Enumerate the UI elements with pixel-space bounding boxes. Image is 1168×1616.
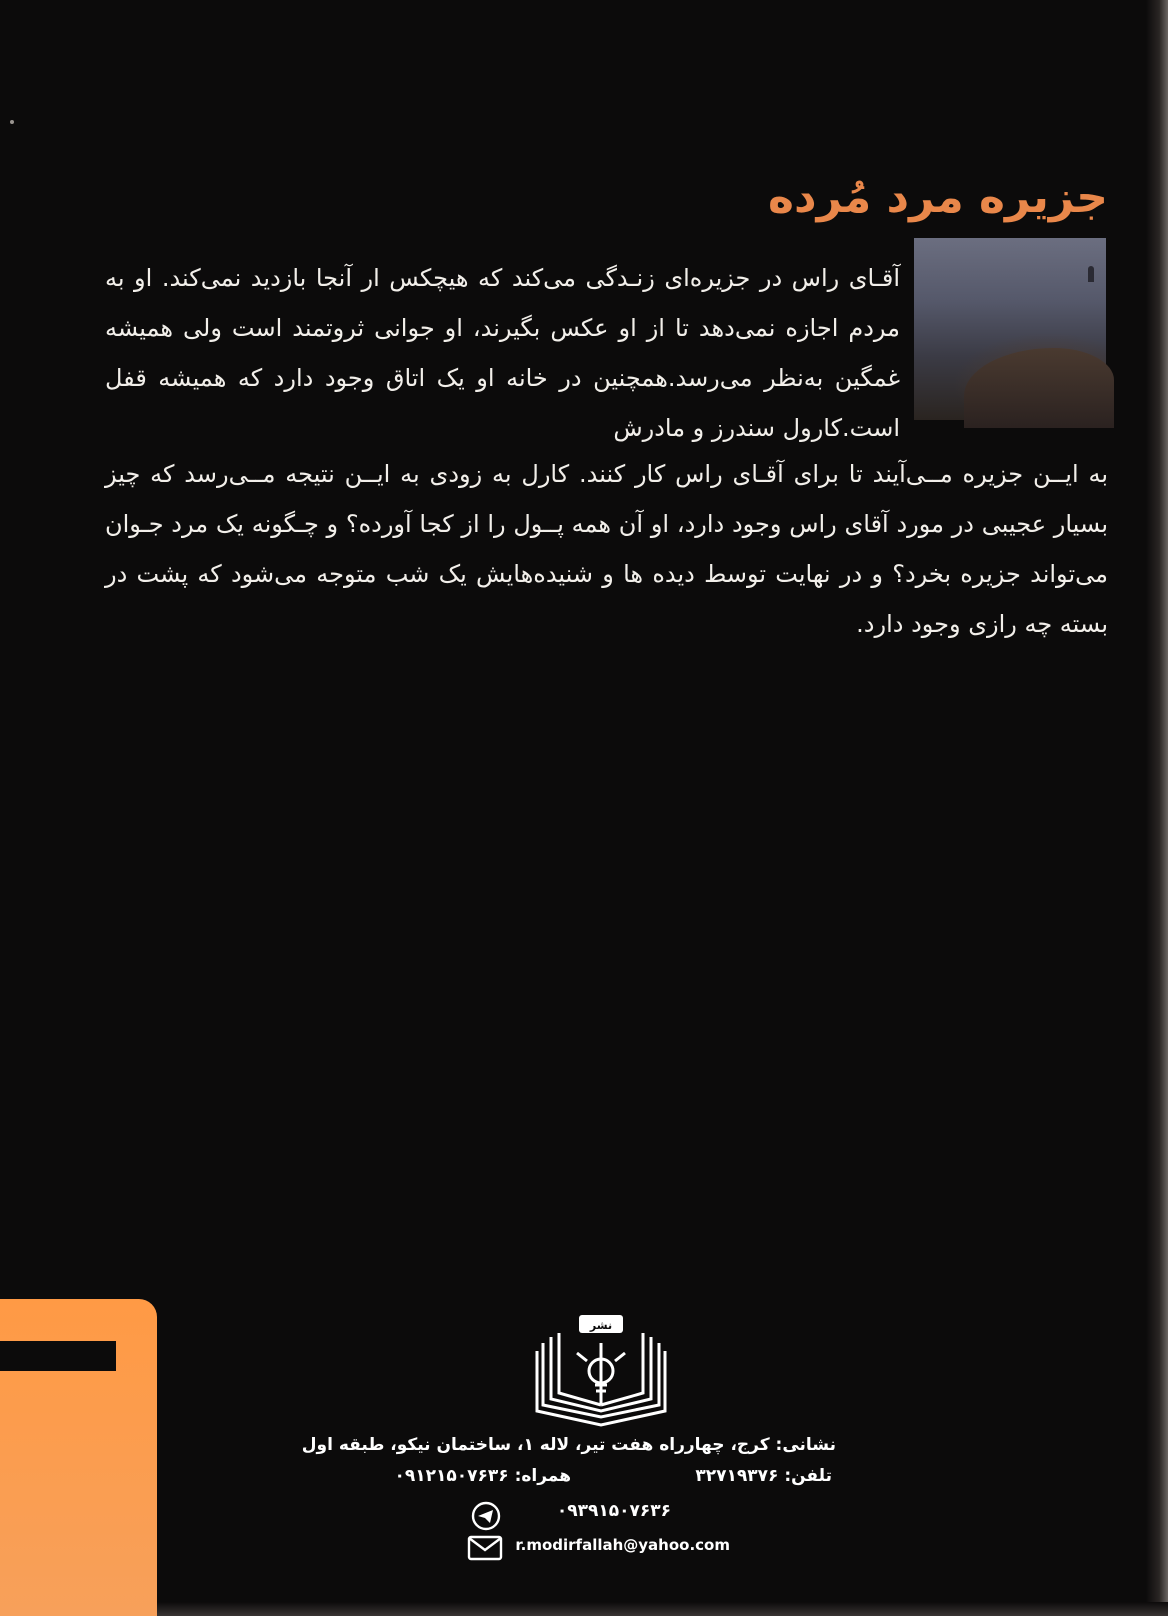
publisher-phone: تلفن: ۳۲۷۱۹۳۷۶	[695, 1466, 832, 1486]
publisher-email[interactable]: r.modirfallah@yahoo.com	[515, 1536, 730, 1554]
publisher-mobile-1: همراه: ۰۹۱۲۱۵۰۷۶۳۶	[394, 1466, 571, 1486]
synopsis-paragraph-bottom: به ایــن جزیره مــی‌آیند تا برای آقـای راس کار کنند. کارل به زودی به ایــن نتیجه مــی‌رسد که چیز بسیار عجیبی در مورد آقای راس وجود دارد، او آن همه پــول را از کجا آورده؟ و چـگونه یک مرد جـوان می‌تواند جزیره بخرد؟ و در نهایت توسط دیده ها و شنیده‌هایش یک شب متوجه می‌شود که پشت در بسته چه رازی وجود دارد.	[105, 460, 1108, 638]
tab-notch	[0, 1341, 116, 1371]
book-title: جزیره مرد مُرده	[768, 172, 1108, 223]
publisher-logo-icon	[531, 1313, 671, 1431]
island-photo	[914, 238, 1106, 420]
publisher-mobile-2: ۰۹۳۹۱۵۰۷۶۳۶	[556, 1501, 671, 1521]
cover-edge-bottom	[0, 1602, 1168, 1616]
dust-speck	[10, 120, 14, 124]
orange-spine-tab	[0, 1299, 157, 1616]
mail-icon	[467, 1535, 503, 1561]
publisher-address: نشانی: کرج، چهارراه هفت تیر، لاله ۱، ساختمان نیکو، طبقه اول	[301, 1435, 836, 1455]
photo-rock	[964, 348, 1114, 428]
logo-label: نشر	[589, 1319, 613, 1332]
cover-edge-right	[1146, 0, 1168, 1616]
telegram-icon	[470, 1500, 502, 1532]
synopsis-paragraph-top: آقـای راس در جزیره‌ای زنـدگی می‌کند که هیچکس ار آنجا بازدید نمی‌کند. او به مردم اجازه نمی‌دهد تا از او عکس بگیرند، او جوانی ثروتمند است ولی همیشه غمگین به‌نظر می‌رسد.همچنین در خانه او یک اتاق وجود دارد که همیشه قفل است.کارول سندرز و مادرش	[105, 264, 900, 442]
photo-figure	[1088, 266, 1094, 282]
